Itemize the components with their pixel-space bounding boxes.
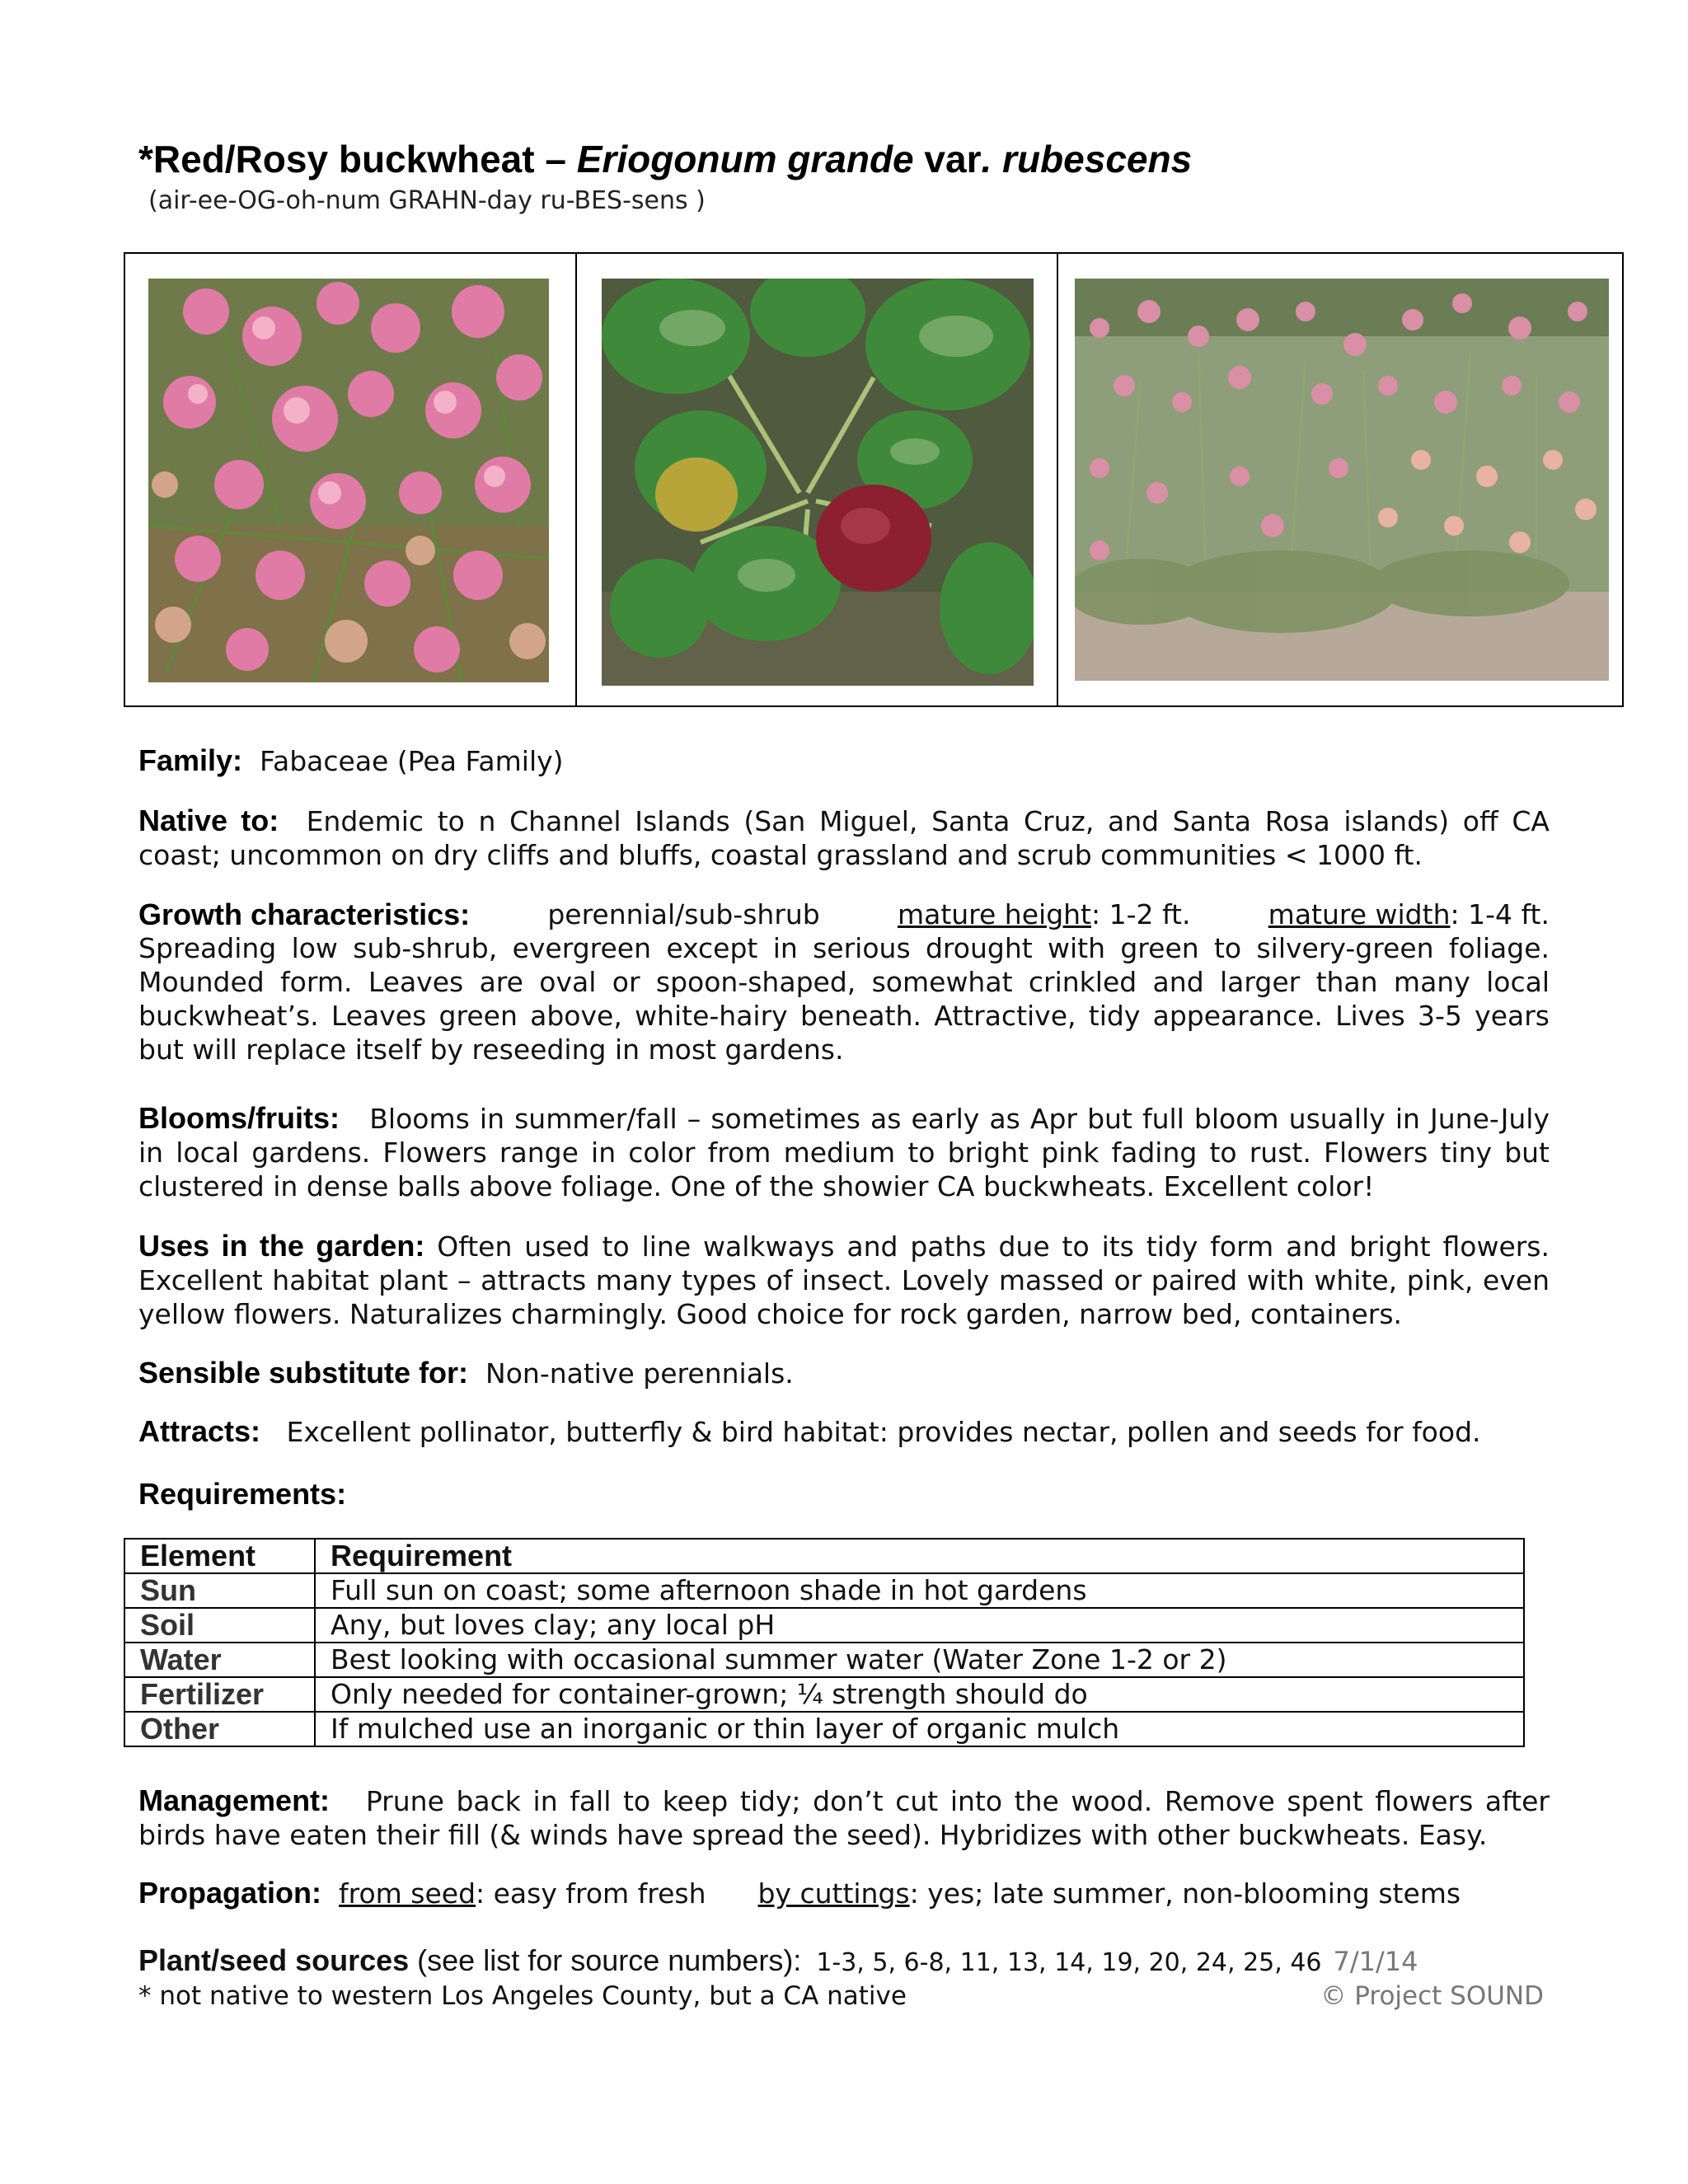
- requirements-section: [138, 1477, 1550, 1511]
- table-cell-requirement: Any, but loves clay; any local pH: [315, 1608, 1524, 1643]
- family-section: [138, 743, 1550, 778]
- blooms-text: Blooms in summer/fall – sometimes as early as Apr but full bloom usually in June-July in local gardens. Flowers range in color from medium to bright pink fading to rust. Flowers tiny but clustered in dense balls above foliage. One of the showier CA buckwheats. Excellent color!: [138, 1103, 1550, 1202]
- requirements-label: Requirements:: [138, 1477, 347, 1511]
- sources-line: [138, 1943, 1418, 1978]
- var-dot: .: [981, 138, 992, 180]
- mature-height-label: mature height: [897, 898, 1091, 930]
- title-dash: –: [534, 138, 577, 180]
- mature-height-value: : 1-2 ft.: [1091, 898, 1191, 930]
- table-cell-element: Other: [124, 1712, 315, 1746]
- table-cell-requirement: Full sun on coast; some afternoon shade in hot gardens: [315, 1573, 1524, 1608]
- growth-habit: perennial/sub-shrub: [547, 898, 820, 930]
- native-section: [138, 804, 1550, 872]
- uses-label: Uses in the garden:: [138, 1229, 425, 1263]
- growth-section: [138, 898, 1550, 1066]
- table-row: [124, 1712, 1524, 1746]
- management-section: [138, 1783, 1550, 1852]
- copyright: © Project SOUND: [1320, 1981, 1544, 2011]
- uses-text: Often used to line walkways and paths due to its tidy form and bright flowers. Excellent habitat plant – attracts many types of insect. Lovely massed or paired with white, pink, even yellow flowers. Naturalizes charmingly. Good choice for rock garden, narrow bed, containers.: [138, 1230, 1550, 1330]
- flowering-shrub-mass-photo: [1075, 279, 1609, 681]
- sources-numbers: 1-3, 5, 6-8, 11, 13, 14, 19, 20, 24, 25, 46: [816, 1948, 1322, 1977]
- native-label: Native to:: [138, 804, 279, 837]
- propagation-section: [138, 1876, 1550, 1910]
- sources-note: (see list for source numbers):: [409, 1943, 802, 1977]
- table-cell-requirement: Best looking with occasional summer water (Water Zone 1-2 or 2): [315, 1643, 1524, 1677]
- propagation-seed-text: : easy from fresh: [476, 1877, 706, 1910]
- mature-width-label: mature width: [1268, 898, 1451, 930]
- table-cell-requirement: Only needed for container-grown; ¼ strength should do: [315, 1677, 1524, 1712]
- photo-cell-2: [575, 254, 1057, 705]
- growth-label: Growth characteristics:: [138, 898, 471, 931]
- sources-label: Plant/seed sources: [138, 1943, 410, 1977]
- table-cell-element: Soil: [124, 1608, 315, 1643]
- uses-section: [138, 1229, 1550, 1331]
- table-header-requirement: Requirement: [315, 1539, 1524, 1573]
- footnote: * not native to western Los Angeles County, but a CA native: [138, 1981, 907, 2011]
- table-row: [124, 1573, 1524, 1608]
- variety-name: rubescens: [992, 138, 1193, 180]
- family-label: Family:: [138, 743, 243, 777]
- attracts-label: Attracts:: [138, 1414, 261, 1448]
- photo-cell-1: [125, 254, 575, 705]
- blooms-section: [138, 1101, 1550, 1203]
- plant-title: [138, 137, 1192, 181]
- mature-width: [1268, 898, 1550, 931]
- photo-cell-3: [1057, 254, 1622, 705]
- attracts-text: Excellent pollinator, butterfly & bird habitat: provides nectar, pollen and seeds for food.: [286, 1416, 1481, 1448]
- table-cell-element: Fertilizer: [124, 1677, 315, 1712]
- var-label: var: [913, 138, 982, 180]
- photo-frame: [124, 252, 1624, 707]
- common-name: *Red/Rosy buckwheat: [138, 138, 535, 180]
- propagation-cuttings-text: : yes; late summer, non-blooming stems: [909, 1877, 1461, 1910]
- substitute-text: Non-native perennials.: [485, 1357, 794, 1390]
- substitute-label: Sensible substitute for:: [138, 1356, 469, 1390]
- table-cell-requirement: If mulched use an inorganic or thin layer of organic mulch: [315, 1712, 1524, 1746]
- table-cell-element: Sun: [124, 1573, 315, 1608]
- mature-height: [898, 898, 1191, 931]
- pronunciation: (air-ee-OG-oh-num GRAHN-day ru-BES-sens ): [148, 186, 706, 215]
- table-row: [124, 1677, 1524, 1712]
- table-header-row: [124, 1539, 1524, 1573]
- table-cell-element: Water: [124, 1643, 315, 1677]
- attracts-section: [138, 1414, 1550, 1449]
- growth-first-line: [138, 898, 1550, 931]
- green-leaves-photo: [602, 279, 1034, 686]
- sources-date: 7/1/14: [1333, 1946, 1418, 1977]
- pink-flower-clusters-photo: [148, 279, 549, 682]
- management-label: Management:: [138, 1783, 331, 1817]
- propagation-label: Propagation:: [138, 1876, 321, 1910]
- management-text: Prune back in fall to keep tidy; don’t cut into the wood. Remove spent flowers after birds have eaten their fill (& winds have spread the seed). Hybridizes with other buckwheats. Easy.: [138, 1785, 1550, 1851]
- propagation-seed-label: from seed: [338, 1877, 476, 1910]
- blooms-label: Blooms/fruits:: [138, 1101, 340, 1135]
- mature-width-value: : 1-4 ft.: [1450, 898, 1550, 930]
- propagation-cuttings-label: by cuttings: [757, 1877, 910, 1910]
- growth-text: Spreading low sub-shrub, evergreen except in serious drought with green to silvery-green foliage. Mounded form. Leaves are oval or spoon-shaped, somewhat crinkled and larger than many local buckwheat’s. Leaves green above, white-hairy beneath. Attractive, tidy appearance. Lives 3-5 years but will replace itself by reseeding in most gardens.: [138, 932, 1550, 1066]
- table-row: [124, 1608, 1524, 1643]
- table-row: [124, 1643, 1524, 1677]
- scientific-name: Eriogonum grande: [576, 138, 914, 180]
- family-text: Fabaceae (Pea Family): [260, 745, 564, 777]
- requirements-table: [124, 1538, 1525, 1747]
- table-header-element: Element: [124, 1539, 315, 1573]
- substitute-section: [138, 1356, 1550, 1390]
- native-text: Endemic to n Channel Islands (San Miguel, Santa Cruz, and Santa Rosa islands) off CA coast; uncommon on dry cliffs and bluffs, coastal grassland and scrub communities < 1000 ft.: [138, 805, 1550, 871]
